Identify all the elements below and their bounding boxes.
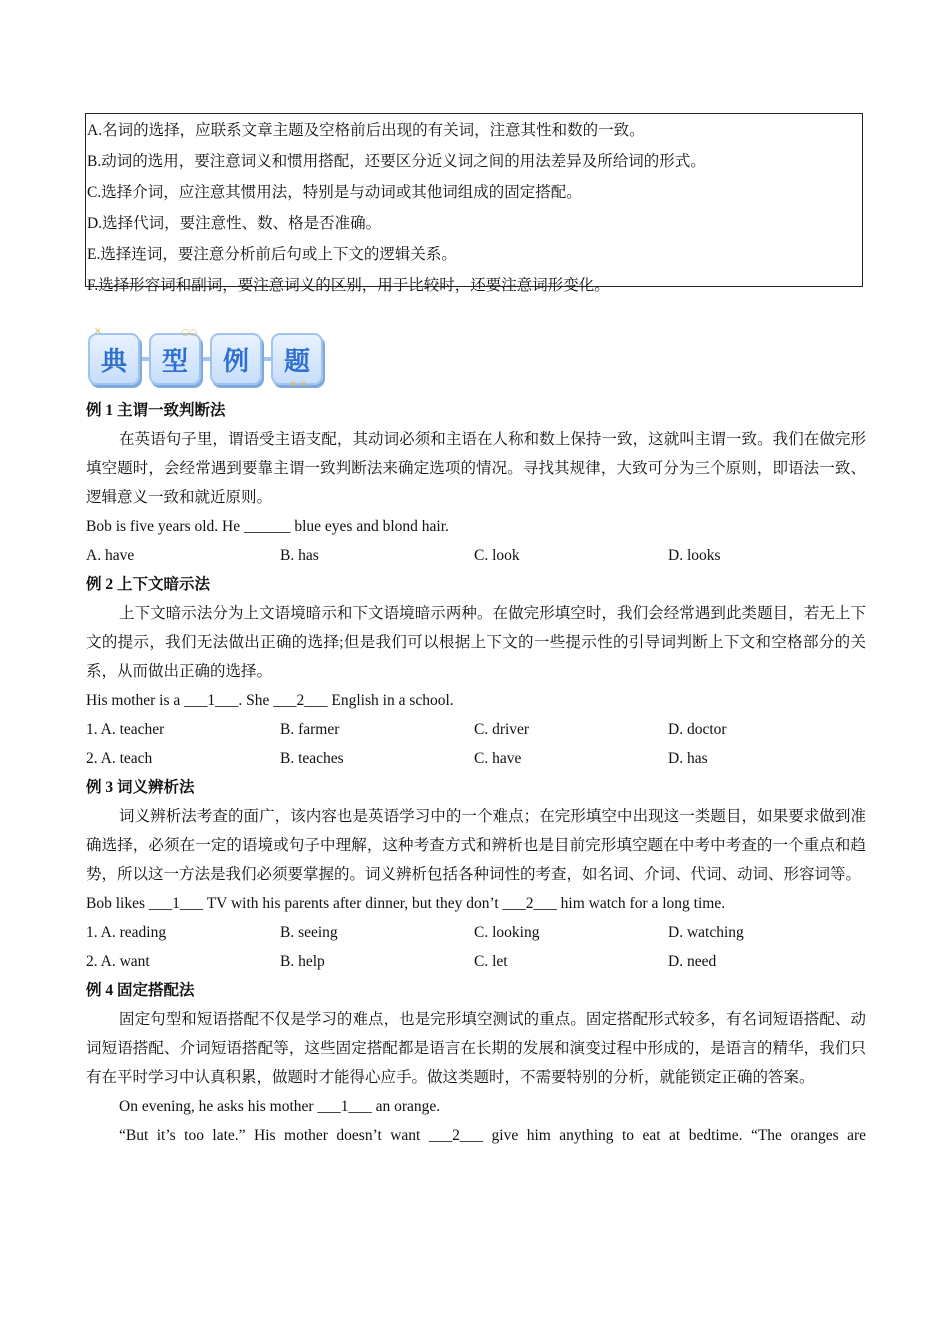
option: B. seeing — [280, 924, 338, 941]
section-banner — [88, 327, 323, 390]
option: D. doctor — [668, 721, 727, 738]
tip-a: A.名词的选择，应联系文章主题及空格前后出现的有关词，注意其性和数的一致。 — [87, 122, 645, 139]
tip-e: E.选择连词，要注意分析前后句或上下文的逻辑关系。 — [87, 246, 457, 263]
option: A. have — [86, 547, 135, 564]
tip-b: B.动词的选用，要注意词义和惯用搭配，还要区分近义词之间的用法差异及所给词的形式。 — [87, 153, 706, 170]
banner-char: 典 — [100, 346, 127, 377]
tip-c: C.选择介词，应注意其惯用法，特别是与动词或其他词组成的固定搭配。 — [87, 184, 582, 201]
example-4-passage-line-2: “But it’s too late.” His mother doesn’t want ___2___ give him anything to eat at bedtime. “The oranges are — [119, 1127, 866, 1144]
banner-tile-4 — [271, 333, 323, 390]
example-2-sentence: His mother is a ___1___. She ___2___ English in a school. — [86, 692, 454, 709]
example-1-paragraph: 在英语句子里，谓语受主语支配，其动词必须和主语在人称和数上保持一致，这就叫主谓一致。我们在做完形填空题时，会经常遇到要靠主谓一致判断法来确定选项的情况。寻找其规律，大致可分为三个原则，即语法一致、逻辑意义一致和就近原则。 — [86, 431, 866, 506]
example-1-options — [86, 541, 866, 570]
option: D. watching — [668, 924, 744, 941]
banner-tile-1 — [88, 327, 140, 385]
example-3-paragraph: 词义辨析法考查的面广，该内容也是英语学习中的一个难点；在完形填空中出现这一类题目，如果要求做到准确选择，必须在一定的语境或句子中理解，这种考查方式和辨析也是目前完形填空题在中考中考查的一个重点和趋势，所以这一方法是我们必须要掌握的。词义辨析包括各种词性的考查，如名词、介词、代词、动词、形容词等。 — [86, 808, 866, 883]
example-2-paragraph: 上下文暗示法分为上文语境暗示和下文语境暗示两种。在做完形填空时，我们会经常遇到此类题目，若无上下文的提示，我们无法做出正确的选择;但是我们可以根据上下文的一些提示性的引导词判断上下文和空格部分的关系，从而做出正确的选择。 — [86, 605, 866, 680]
banner-tile-3 — [210, 333, 262, 385]
option: D. has — [668, 750, 708, 767]
tip-f: F.选择形容词和副词，要注意词义的区别，用于比较时，还要注意词形变化。 — [87, 277, 610, 294]
example-4-paragraph: 固定句型和短语搭配不仅是学习的难点，也是完形填空测试的重点。固定搭配形式较多，有名词短语搭配、动词短语搭配、介词短语搭配等，这些固定搭配都是语言在长期的发展和演变过程中形成的，是语言的精华，我们只有在平时学习中认真积累，做题时才能得心应手。做这类题时，不需要特别的分析，就能锁定正确的答案。 — [86, 1011, 866, 1086]
banner-connector — [201, 357, 210, 361]
option: 1. A. reading — [86, 924, 167, 941]
option: B. teaches — [280, 750, 344, 767]
option: C. look — [474, 547, 520, 564]
banner-connector — [262, 357, 271, 361]
option: B. has — [280, 547, 319, 564]
example-4-passage-line-1: On evening, he asks his mother ___1___ an orange. — [119, 1098, 441, 1115]
sparkle-icon: ✕ ✕ — [289, 380, 308, 390]
example-3-options-1 — [86, 918, 866, 947]
banner-char: 题 — [283, 346, 310, 377]
option: C. driver — [474, 721, 530, 738]
example-3-options-2 — [86, 947, 866, 976]
option: 2. A. want — [86, 953, 150, 970]
option: C. have — [474, 750, 522, 767]
option: 1. A. teacher — [86, 721, 165, 738]
example-2-options-1 — [86, 715, 866, 744]
option: C. looking — [474, 924, 540, 941]
example-1-heading: 例 1 主谓一致判断法 — [86, 402, 226, 419]
example-2-heading: 例 2 上下文暗示法 — [86, 576, 211, 593]
banner-connector — [140, 357, 149, 361]
sparkle-icon: ○○ — [181, 328, 197, 338]
example-2-options-2 — [86, 744, 866, 773]
tips-box — [85, 113, 863, 294]
example-1-sentence: Bob is five years old. He ______ blue eyes and blond hair. — [86, 518, 449, 535]
option: C. let — [474, 953, 508, 970]
example-4-heading: 例 4 固定搭配法 — [86, 982, 195, 999]
option: D. need — [668, 953, 717, 970]
example-3-sentence: Bob likes ___1___ TV with his parents after dinner, but they don’t ___2___ him watch for a long time. — [86, 895, 726, 912]
sparkle-icon: ✕ — [94, 327, 102, 337]
banner-char: 例 — [222, 346, 249, 377]
tip-d: D.选择代词，要注意性、数、格是否准确。 — [87, 215, 382, 232]
banner-char: 型 — [161, 346, 188, 377]
example-3-heading: 例 3 词义辨析法 — [86, 779, 195, 796]
option: B. farmer — [280, 721, 340, 738]
examples-section — [86, 396, 866, 1150]
option: 2. A. teach — [86, 750, 153, 767]
option: D. looks — [668, 547, 721, 564]
option: B. help — [280, 953, 325, 970]
banner-tile-2 — [149, 328, 201, 385]
